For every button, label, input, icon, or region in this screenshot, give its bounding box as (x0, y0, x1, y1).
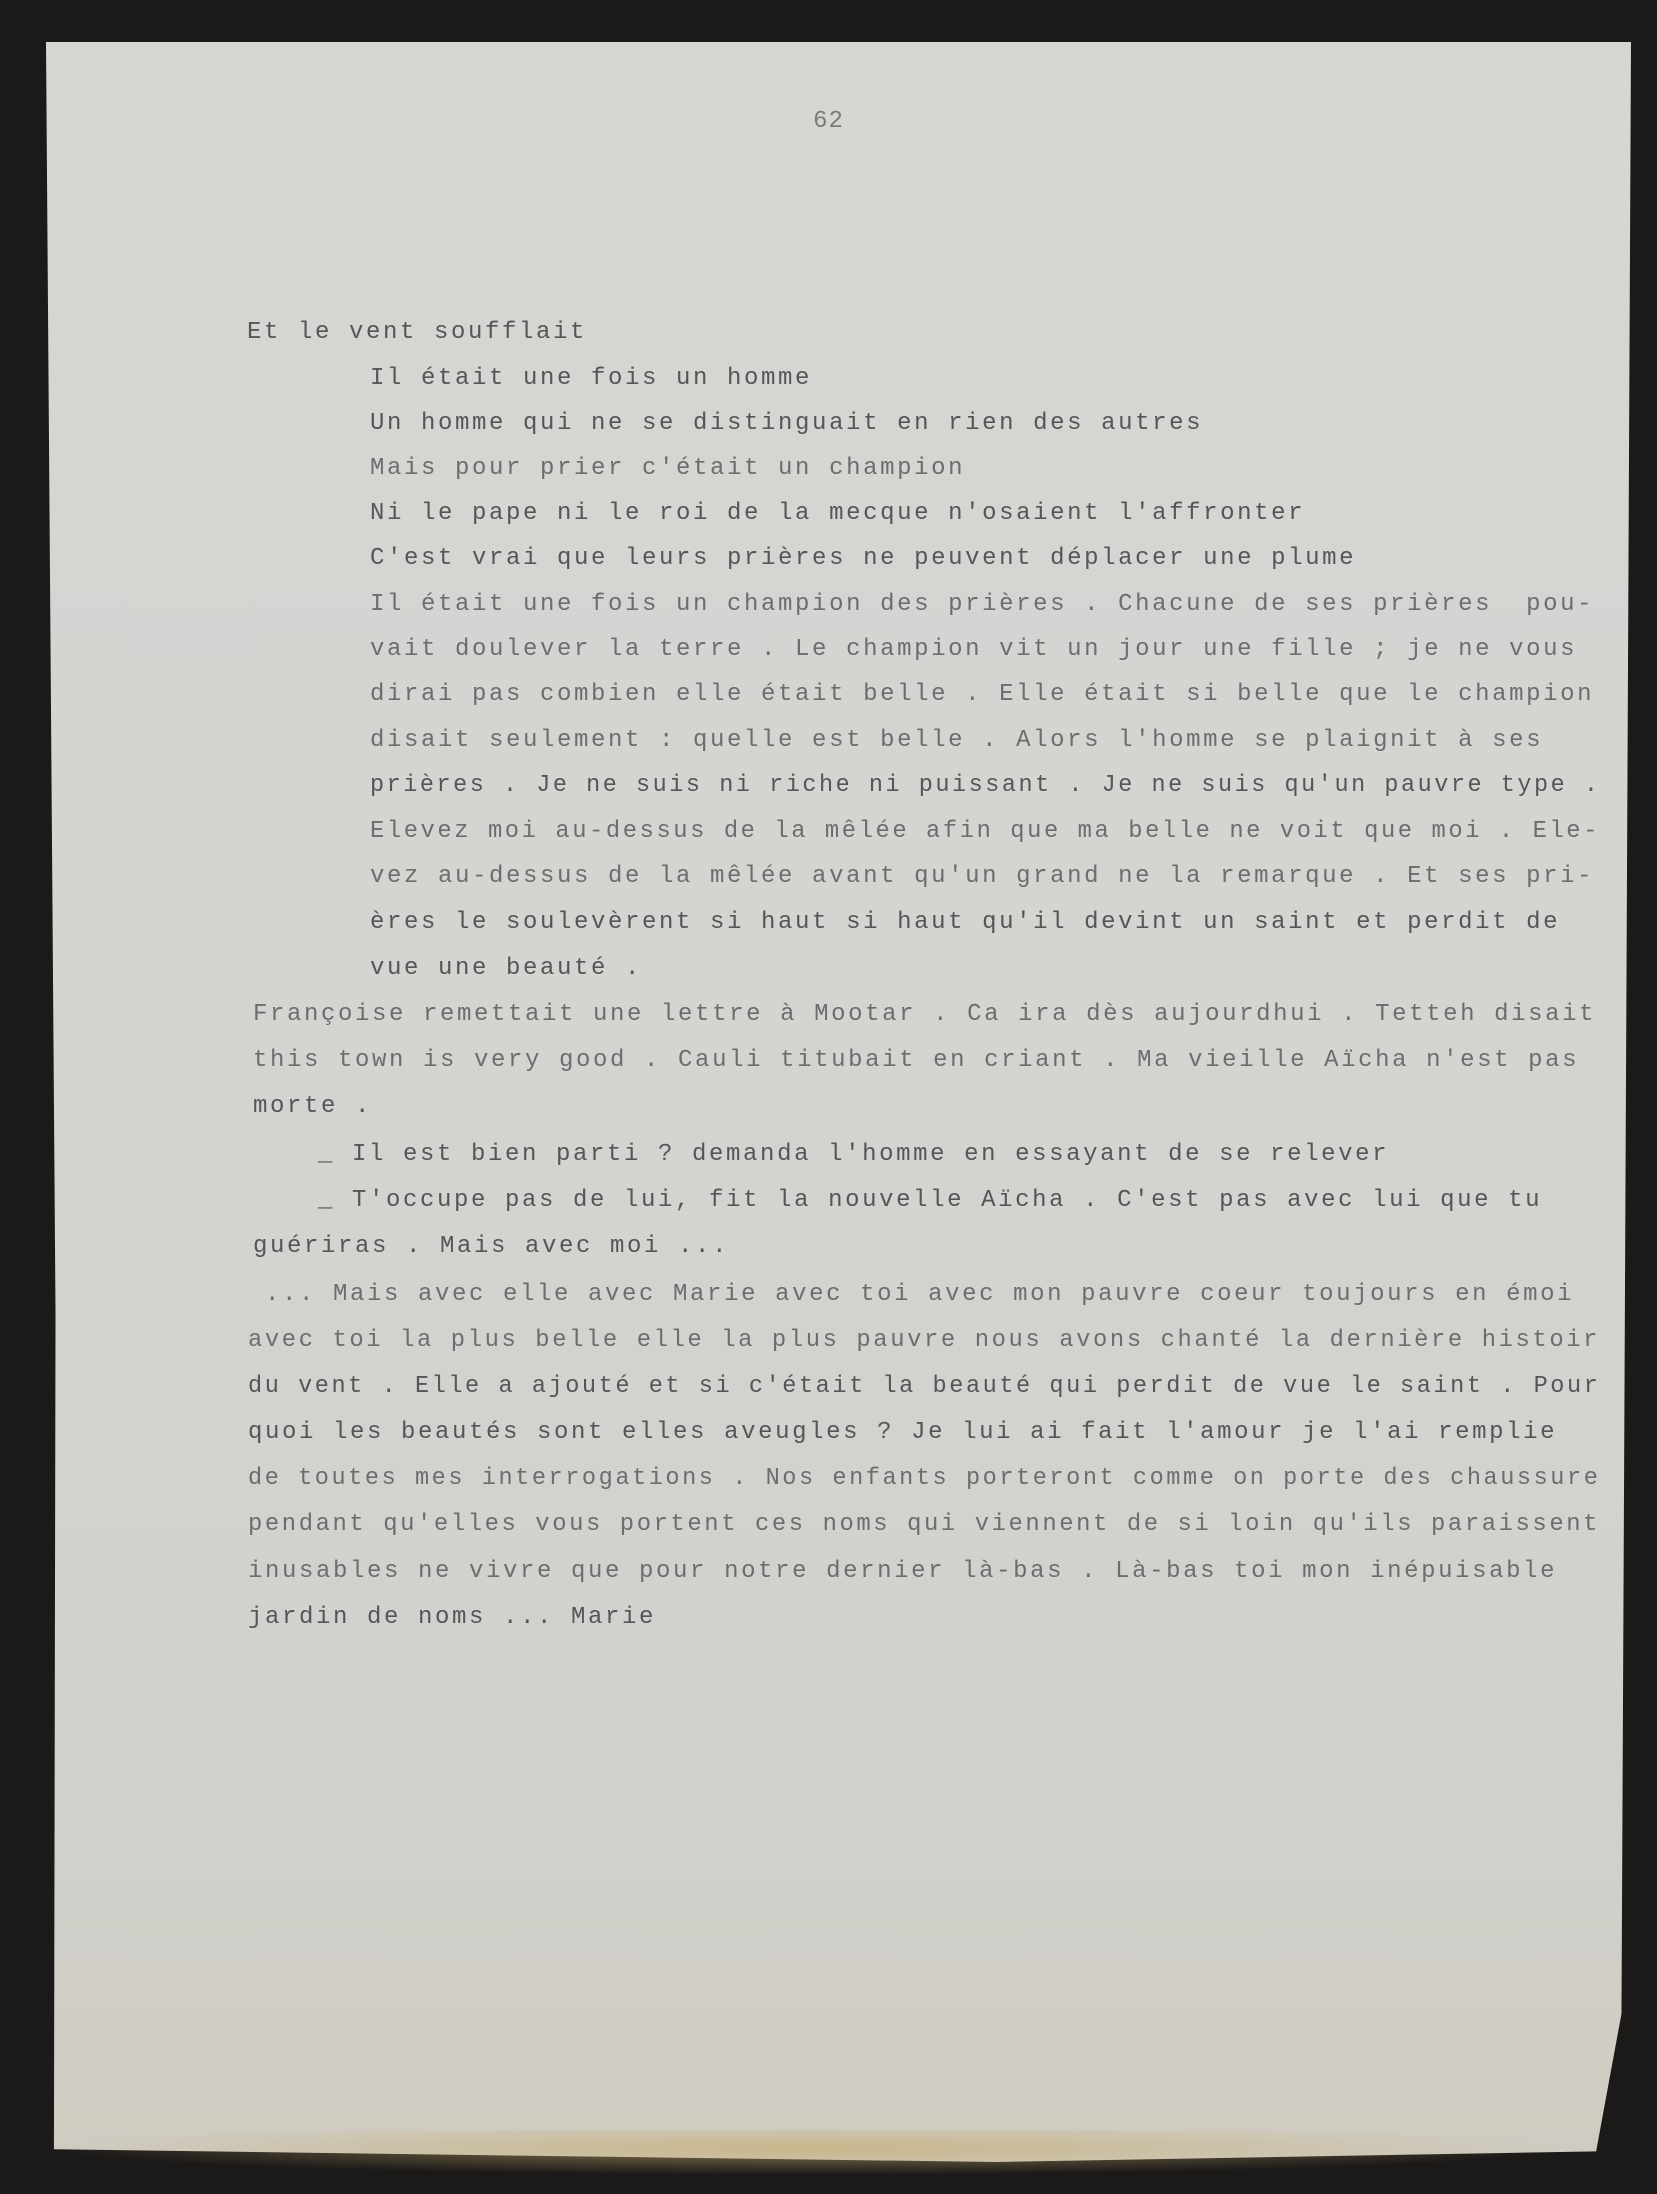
text-line: Mais pour prier c'était un champion (370, 455, 966, 482)
text-line: ères le soulevèrent si haut si haut qu'il devint un saint et perdit de (370, 909, 1561, 936)
text-line: avec toi la plus belle elle la plus pauvre nous avons chanté la dernière histoir (248, 1327, 1601, 1354)
text-line: de toutes mes interrogations . Nos enfants porteront comme on porte des chaussure (248, 1465, 1601, 1492)
text-line: du vent . Elle a ajouté et si c'était la beauté qui perdit de vue le saint . Pour (248, 1373, 1601, 1400)
text-line: inusables ne vivre que pour notre dernier là-bas . Là-bas toi mon inépuisable (248, 1558, 1558, 1585)
text-line: Et le vent soufflait (247, 319, 588, 346)
text-line: disait seulement : quelle est belle . Alors l'homme se plaignit à ses (370, 727, 1544, 754)
text-line: _ Il est bien parti ? demanda l'homme en essayant de se relever (318, 1141, 1390, 1168)
text-line: jardin de noms ... Marie (248, 1604, 657, 1631)
text-line: morte . (253, 1093, 373, 1120)
text-line: C'est vrai que leurs prières ne peuvent déplacer une plume (370, 545, 1357, 572)
text-line: Il était une fois un homme (370, 365, 813, 392)
text-line: vue une beauté . (370, 955, 643, 982)
text-line: dirai pas combien elle était belle . Elle était si belle que le champion (370, 681, 1595, 708)
text-line: this town is very good . Cauli titubait en criant . Ma vieille Aïcha n'est pas (253, 1047, 1580, 1074)
text-line: _ T'occupe pas de lui, fit la nouvelle Aïcha . C'est pas avec lui que tu (318, 1187, 1543, 1214)
text-line: Ni le pape ni le roi de la mecque n'osaient l'affronter (370, 500, 1306, 527)
text-line: Françoise remettait une lettre à Mootar . Ca ira dès aujourdhui . Tetteh disait (253, 1001, 1597, 1028)
text-line: quoi les beautés sont elles aveugles ? Je lui ai fait l'amour je l'ai remplie (248, 1419, 1558, 1446)
text-line: Il était une fois un champion des prières . Chacune de ses prières pou- (370, 591, 1595, 618)
text-line: vez au-dessus de la mêlée avant qu'un grand ne la remarque . Et ses pri- (370, 863, 1595, 890)
text-line: vait doulever la terre . Le champion vit un jour une fille ; je ne vous (370, 636, 1578, 663)
text-line: guériras . Mais avec moi ... (253, 1233, 730, 1260)
water-stain (46, 2130, 1566, 2175)
text-line: prières . Je ne suis ni riche ni puissant . Je ne suis qu'un pauvre type . (370, 772, 1601, 799)
text-line: Elevez moi au-dessus de la mêlée afin que ma belle ne voit que moi . Ele- (370, 818, 1601, 845)
text-line: pendant qu'elles vous portent ces noms qui viennent de si loin qu'ils paraissent (248, 1511, 1601, 1538)
page-number: 62 (813, 108, 844, 135)
text-line: Un homme qui ne se distinguait en rien des autres (370, 410, 1204, 437)
text-line: ... Mais avec elle avec Marie avec toi avec mon pauvre coeur toujours en émoi (265, 1281, 1575, 1308)
